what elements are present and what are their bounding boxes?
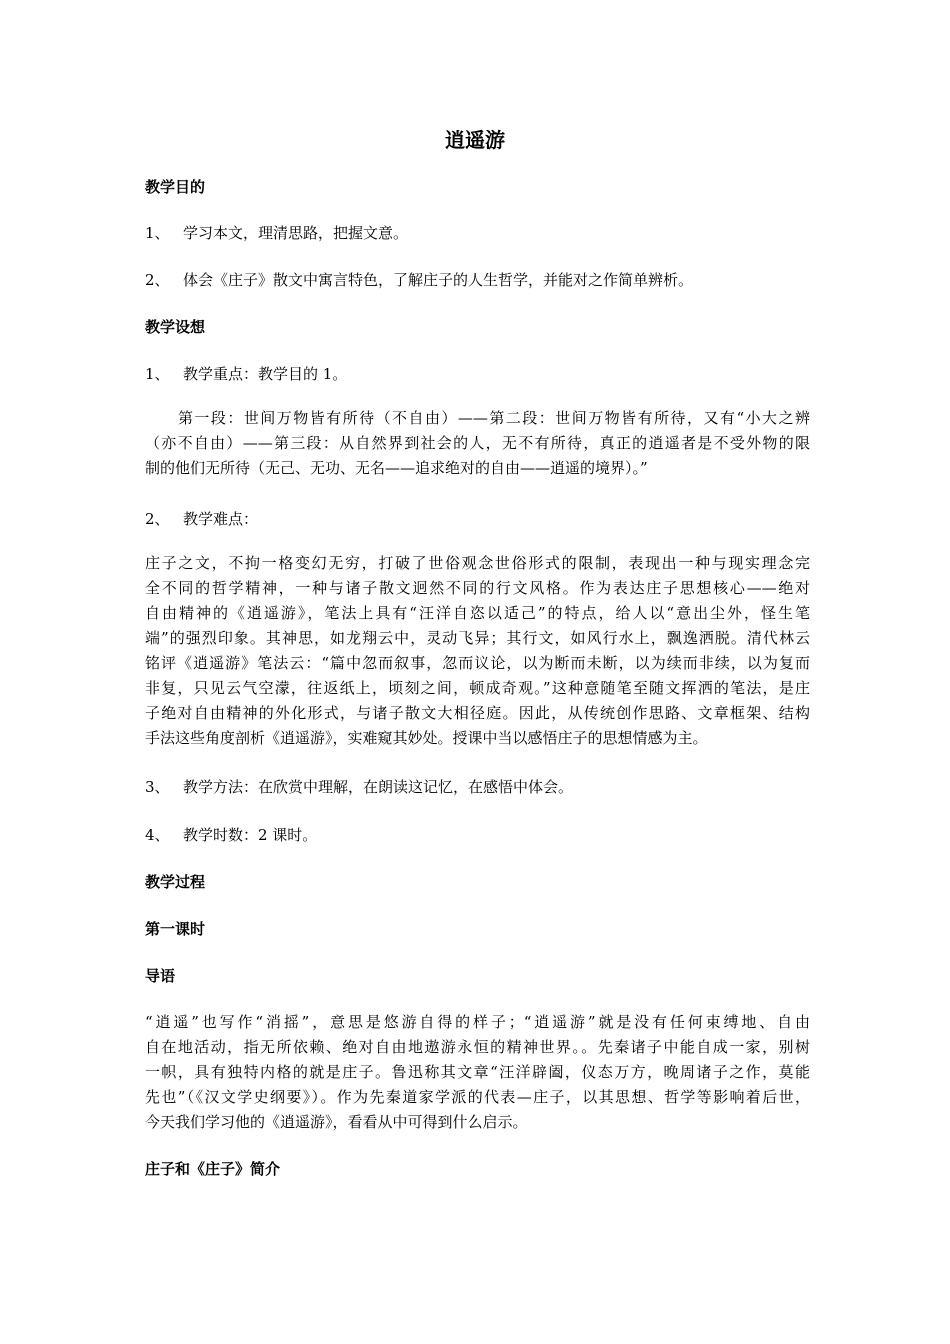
list-number: 2、 xyxy=(145,271,170,289)
section-heading-design: 教学设想 xyxy=(145,318,206,336)
paragraph-line: 制的他们无所待（无己、无功、无名——追求绝对的自由——逍遥的境界）。” xyxy=(145,459,648,477)
list-text: 教学方法：在欣赏中理解，在朗读这记忆，在感悟中体会。 xyxy=(183,778,574,796)
paragraph-line: 自由精神的《逍遥游》，笔法上具有“汪洋自恣以适己”的特点，给人以“意出尘外，怪生笔 xyxy=(145,604,810,622)
paragraph-line: 庄子之文，不拘一格变幻无穷，打破了世俗观念世俗形式的限制，表现出一种与现实理念完 xyxy=(145,554,810,572)
section-heading-objective: 教学目的 xyxy=(145,178,206,196)
list-number: 4、 xyxy=(145,826,170,844)
list-item xyxy=(145,776,810,797)
section-heading-zhuangzi: 庄子和《庄子》简介 xyxy=(145,1160,281,1178)
section-heading-intro: 导语 xyxy=(145,967,176,985)
list-text: 教学难点： xyxy=(183,510,259,528)
list-text: 体会《庄子》散文中寓言特色，了解庄子的人生哲学，并能对之作简单辨析。 xyxy=(183,271,694,289)
paragraph-difficulty xyxy=(145,551,810,751)
list-number: 3、 xyxy=(145,778,170,796)
list-number: 2、 xyxy=(145,510,170,528)
paragraph-line: 今天我们学习他的《逍遥游》，看看从中可得到什么启示。 xyxy=(145,1113,528,1131)
page-title: 逍遥游 xyxy=(445,128,505,152)
paragraph-line: 一帜，具有独特内格的就是庄子。鲁迅称其文章“汪洋辟阖，仪态万方，晚周诸子之作，莫能 xyxy=(145,1063,810,1081)
paragraph-intro xyxy=(145,1010,810,1135)
paragraph-structure xyxy=(145,406,810,481)
list-text: 学习本文，理清思路，把握文意。 xyxy=(183,224,409,242)
section-heading-lesson1: 第一课时 xyxy=(145,920,206,938)
paragraph-line: 非复，只见云气空濛，往返纸上，顷刻之间，顿成奇观。”这种意随笔至随文挥洒的笔法，是庄 xyxy=(145,679,810,697)
paragraph-line: 全不同的哲学精神，一种与诸子散文迥然不同的行文风格。作为表达庄子思想核心——绝对 xyxy=(145,579,810,597)
list-number: 1、 xyxy=(145,224,170,242)
paragraph-line: “逍遥”也写作“消摇”，意思是悠游自得的样子；“逍遥游”就是没有任何束缚地、自由 xyxy=(145,1013,810,1031)
list-text: 教学重点：教学目的 1。 xyxy=(183,365,348,383)
list-number: 1、 xyxy=(145,365,170,383)
list-item xyxy=(145,508,810,529)
list-item xyxy=(145,269,810,290)
paragraph-line: 第一段：世间万物皆有所待（不自由）——第二段：世间万物皆有所待，又有“小大之辨 xyxy=(145,409,810,427)
paragraph-line: 自在地活动，指无所依赖、绝对自由地遨游永恒的精神世界。。先秦诸子中能自成一家，别树 xyxy=(145,1038,810,1056)
paragraph-line: 子绝对自由精神的外化形式，与诸子散文大相径庭。因此，从传统创作思路、文章框架、结构 xyxy=(145,704,810,722)
list-item xyxy=(145,222,810,243)
paragraph-line: 铭评《逍遥游》笔法云：“篇中忽而叙事，忽而议论，以为断而未断，以为续而非续，以为复而 xyxy=(145,654,810,672)
section-heading-process: 教学过程 xyxy=(145,873,206,891)
paragraph-line: 手法这些角度剖析《逍遥游》，实难窥其妙处。授课中当以感悟庄子的思想情感为主。 xyxy=(145,729,708,747)
paragraph-line: （亦不自由）——第三段：从自然界到社会的人，无不有所待，真正的逍遥者是不受外物的限 xyxy=(145,434,810,452)
list-item xyxy=(145,363,810,384)
list-item xyxy=(145,824,810,845)
paragraph-line: 端”的强烈印象。其神思，如龙翔云中，灵动飞异；其行文，如风行水上，飘逸洒脱。清代林云 xyxy=(145,629,810,647)
paragraph-line: 先也”（《汉文学史纲要》）。作为先秦道家学派的代表—庄子，以其思想、哲学等影响着后世， xyxy=(145,1088,810,1106)
list-text: 教学时数：2 课时。 xyxy=(183,826,318,844)
